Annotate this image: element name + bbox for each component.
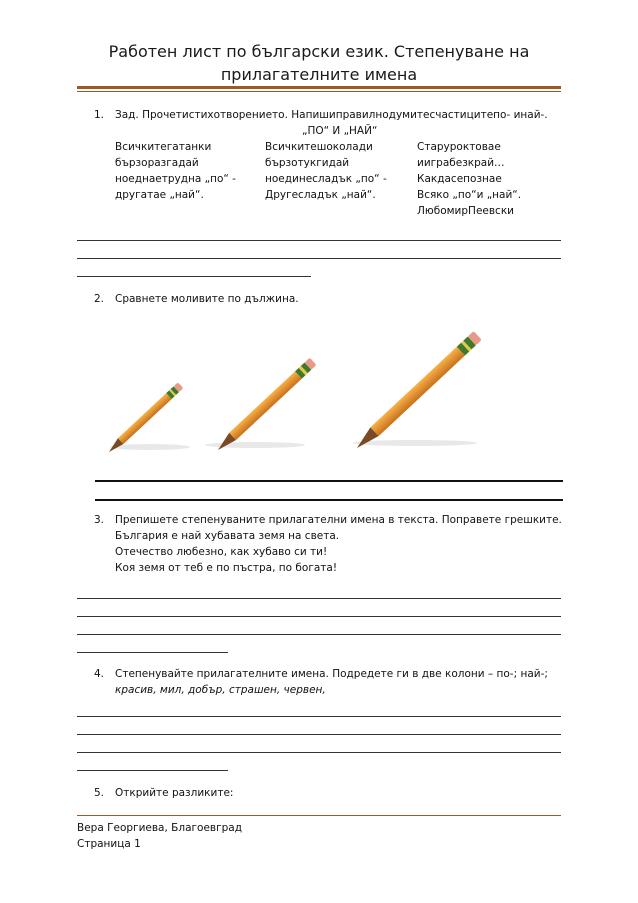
task4-text: Степенувайте прилагателните имена. Подредете ги в две колони – по-; най-;: [115, 668, 548, 680]
poem-column-2: [265, 139, 387, 203]
sentence: България е най хубавата земя на света.: [115, 530, 340, 542]
poem-line: ииграбезкрай…: [417, 157, 505, 169]
task4-words: красив, мил, добър, страшен, червен,: [115, 684, 326, 696]
title-divider-thin: [77, 91, 561, 92]
task3-text: Препишете степенуваните прилагателни имена в текста. Поправете грешките.: [115, 514, 562, 526]
poem-line: ноеднаетрудна „по“ -: [115, 173, 236, 185]
task1-text: Зад. Прочетистихотворението. Напишиправилнодумитесчастицитепо- инай-.: [115, 109, 548, 121]
poem-line: Всичкитешоколади: [265, 141, 373, 153]
pencils-illustration: [95, 330, 575, 460]
footer-author: Вера Георгиева, Благоевград: [77, 822, 242, 834]
pencil-icon-small: [106, 382, 183, 455]
answer-line[interactable]: [77, 752, 561, 753]
sentence: Отечество любезно, как хубаво си ти!: [115, 546, 328, 558]
poem-line: Какдасепознае: [417, 173, 502, 185]
poem-line: Всичкитегатанки: [115, 141, 212, 153]
footer-page-number: Страница 1: [77, 838, 141, 850]
sentence: Коя земя от теб е по пъстра, по богата!: [115, 562, 338, 574]
poem-column-3: [417, 139, 521, 219]
task2-text: Сравнете моливите по дължина.: [115, 293, 299, 305]
task1-number: 1.: [94, 109, 105, 121]
answer-line[interactable]: [77, 598, 561, 599]
answer-line[interactable]: [77, 258, 561, 259]
answer-line[interactable]: [77, 734, 561, 735]
task3-number: 3.: [94, 514, 105, 526]
answer-line[interactable]: [77, 652, 228, 653]
task2-number: 2.: [94, 293, 105, 305]
task3-sentences: [115, 528, 339, 576]
answer-line[interactable]: [77, 276, 311, 277]
poem-line: другатае „най“.: [115, 189, 204, 201]
poem-line: Всяко „по“и „най“.: [417, 189, 522, 201]
task5-number: 5.: [94, 787, 105, 799]
poem-line: бързотукгидай: [265, 157, 350, 169]
answer-line-thick[interactable]: [95, 499, 563, 501]
page-title: Работен лист по български език. Степенуване на прилагателните имена: [108, 42, 530, 84]
task1-poem-title: „ПО“ И „НАЙ“: [302, 125, 378, 137]
pencil-icon-medium: [215, 358, 317, 454]
poem-line: Другесладък „най“.: [265, 189, 376, 201]
pencil-icon-large: [353, 331, 482, 452]
task5-text: Открийте разликите:: [115, 787, 234, 799]
poem-author: ЛюбомирПеевски: [417, 205, 514, 217]
poem-line: бързоразгадай: [115, 157, 199, 169]
title-divider: [77, 86, 561, 89]
footer-divider: [77, 815, 561, 816]
answer-line[interactable]: [77, 770, 228, 771]
poem-column-1: [115, 139, 236, 203]
answer-line-thick[interactable]: [95, 480, 563, 482]
answer-line[interactable]: [77, 240, 561, 241]
answer-line[interactable]: [77, 716, 561, 717]
poem-line: ноединесладък „по“ -: [265, 173, 387, 185]
poem-line: Старуроктовае: [417, 141, 501, 153]
task4-number: 4.: [94, 668, 105, 680]
answer-line[interactable]: [77, 616, 561, 617]
footer: [77, 820, 242, 852]
answer-line[interactable]: [77, 634, 561, 635]
